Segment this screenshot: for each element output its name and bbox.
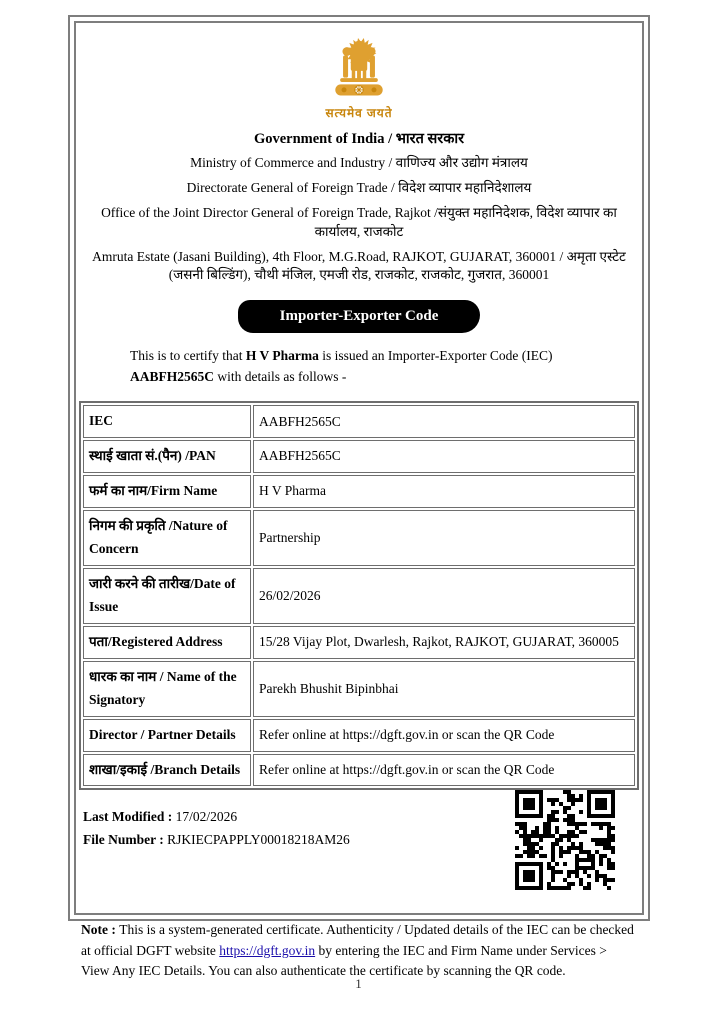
field-label: निगम की प्रकृति /Nature of Concern <box>83 510 251 566</box>
meta-info <box>79 790 350 851</box>
certify-middle: is issued an Importer-Exporter Code (IEC) <box>318 348 553 364</box>
file-number-line <box>83 829 350 851</box>
field-label: शाखा/इकाई /Branch Details <box>83 754 251 787</box>
table-row-pan <box>83 440 635 473</box>
firm-name: H V Pharma <box>245 348 319 364</box>
certificate-frame <box>68 15 650 978</box>
field-label: पता/Registered Address <box>83 626 251 659</box>
field-value: Refer online at https://dgft.gov.in or scan the QR Code <box>253 719 635 752</box>
table-row-branch-details <box>83 754 635 787</box>
table-row-firm-name <box>83 475 635 508</box>
field-value: AABFH2565C <box>253 440 635 473</box>
field-label: धारक का नाम / Name of the Signatory <box>83 661 251 717</box>
header-line-office: Office of the Joint Director General of Foreign Trade, Rajkot /संयुक्त महानिदेशक, विदेश व्यापार का कार्यालय, राजकोट <box>101 204 617 239</box>
national-emblem-icon <box>330 36 388 98</box>
last-modified-line <box>83 806 350 828</box>
note-paragraph <box>81 920 637 981</box>
table-row-nature-of-concern <box>83 510 635 566</box>
field-label: जारी करने की तारीख/Date of Issue <box>83 568 251 624</box>
dgft-link[interactable]: https://dgft.gov.in <box>219 942 316 958</box>
field-label: Director / Partner Details <box>83 719 251 752</box>
field-label: स्थाई खाता सं.(पैन) /PAN <box>83 440 251 473</box>
field-label: IEC <box>83 405 251 438</box>
qr-code <box>515 790 615 890</box>
government-title: Government of India / भारत सरकार <box>253 131 465 147</box>
last-modified-value: 17/02/2026 <box>175 809 238 825</box>
field-value: 15/28 Vijay Plot, Dwarlesh, Rajkot, RAJKOT, GUJARAT, 360005 <box>253 626 635 659</box>
emblem-section <box>79 36 639 121</box>
field-value: H V Pharma <box>253 475 635 508</box>
table-row-iec <box>83 405 635 438</box>
table-row-registered-address <box>83 626 635 659</box>
iec-code: AABFH2565C <box>130 369 214 385</box>
table-row-director-partner-details <box>83 719 635 752</box>
file-number-label: File Number : <box>83 831 168 847</box>
field-value: Parekh Bhushit Bipinbhai <box>253 661 635 717</box>
file-number-value: RJKIECPAPPLY00018218AM26 <box>167 831 350 847</box>
header-line-ministry: Ministry of Commerce and Industry / वाणिज्य और उद्योग मंत्रालय <box>190 155 528 170</box>
header-line-directorate: Directorate General of Foreign Trade / विदेश व्यापार महानिदेशालय <box>186 179 532 195</box>
table-row-date-of-issue <box>83 568 635 624</box>
certify-suffix: with details as follows - <box>214 369 347 385</box>
details-table <box>79 401 639 790</box>
note-after-link: by entering the IEC and Firm Name under Services > View Any IEC Details. You can also authenticate the certificate by scanning the QR code. <box>81 942 607 978</box>
note-before-link: This is a system-generated certificate. Authenticity / Updated details of the IEC can be checked at official DGFT website <box>81 922 634 958</box>
iec-badge: Importer-Exporter Code <box>238 300 481 333</box>
field-value: 26/02/2026 <box>253 568 635 624</box>
table-row-signatory-name <box>83 661 635 717</box>
last-modified-label: Last Modified : <box>83 809 176 825</box>
certify-paragraph <box>130 346 599 388</box>
note-label: Note : <box>81 922 120 938</box>
meta-section <box>79 790 639 890</box>
certificate-inner-frame <box>74 21 644 978</box>
field-value: Refer online at https://dgft.gov.in or scan the QR Code <box>253 754 635 787</box>
certify-prefix: This is to certify that <box>130 348 246 364</box>
field-label: फर्म का नाम/Firm Name <box>83 475 251 508</box>
field-value: Partnership <box>253 510 635 566</box>
page-number: 1 <box>355 976 362 991</box>
field-value: AABFH2565C <box>253 405 635 438</box>
header-line-address: Amruta Estate (Jasani Building), 4th Floor, M.G.Road, RAJKOT, GUJARAT, 360001 / अमृता एस्टेट (जसनी बिल्डिंग), चौथी मंजिल, एमजी रोड, राजकोट, राजकोट, गुजरात, 360001 <box>92 248 626 283</box>
emblem-motto: सत्यमेव जयते <box>325 106 393 120</box>
